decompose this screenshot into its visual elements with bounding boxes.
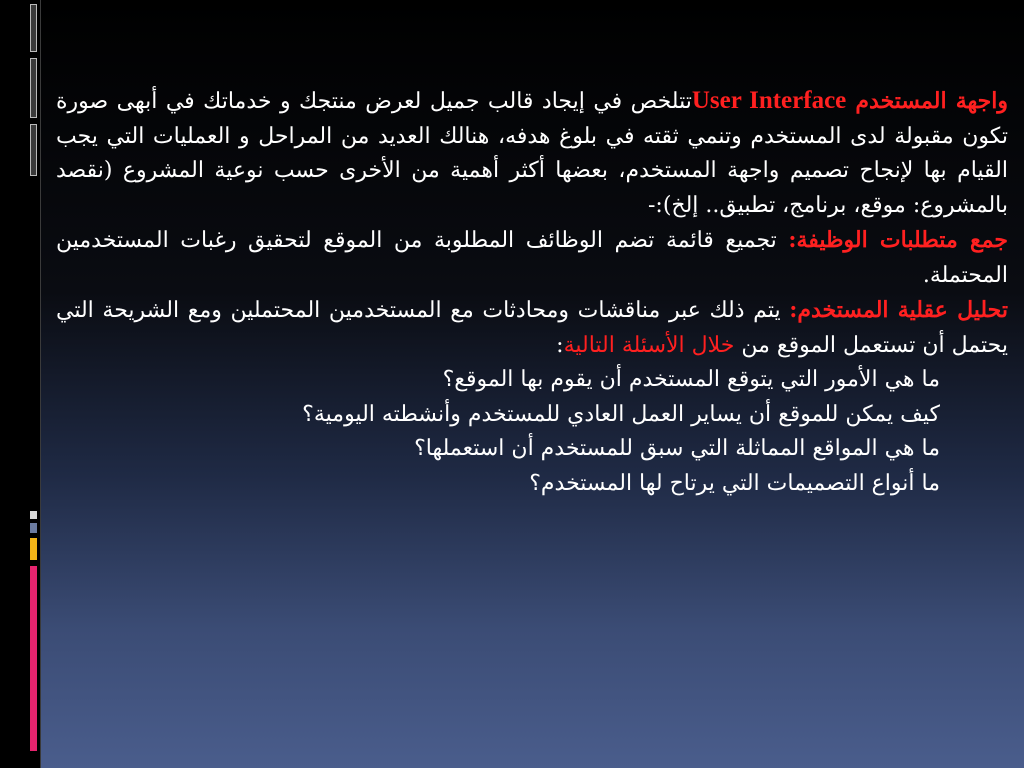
step1-text: تجميع قائمة تضم الوظائف المطلوبة من الموقع لتحقيق رغبات المستخدمين المحتملة.: [56, 228, 1008, 288]
question-item: كيف يمكن للموقع أن يساير العمل العادي للمستخدم وأنشطته اليومية؟: [302, 401, 940, 427]
slide-content: [56, 84, 1008, 501]
step2-paragraph: [56, 293, 1008, 363]
question-item: ما هي الأمور التي يتوقع المستخدم أن يقوم بها الموقع؟: [442, 367, 940, 392]
step2-highlight: خلال الأسئلة التالية: [563, 332, 735, 358]
decor-stripe-top-2: [30, 58, 37, 118]
step2-text: يتم ذلك عبر مناقشات ومحادثات مع المستخدمين المحتملين ومع الشريحة التي يحتمل أن تستعمل الموقع من: [56, 298, 1008, 358]
step2-heading: تحليل عقلية المستخدم:: [789, 297, 1008, 323]
step2-end: :: [556, 332, 564, 358]
question-item: ما أنواع التصميمات التي يرتاح لها المستخدم؟: [529, 470, 940, 496]
intro-text: تتلخص في إيجاد قالب جميل لعرض منتجك و خدماتك في أبهى صورة تكون مقبولة لدى المستخدم وتنمي ثقته في بلوغ هدفه، هنالك العديد من المراحل و العمليات التي يجب القيام بها لإنجاح تصميم واجهة المستخدم، بعضها أكثر أهمية من الأخرى حسب نوعية المشروع (نقصد بالمشروع: موقع، برنامج، تطبيق.. إلخ):-: [56, 89, 1009, 218]
decor-stripe-top-1: [30, 4, 37, 52]
decor-stripe-yellow: [30, 538, 37, 560]
intro-paragraph: [56, 84, 1008, 223]
decor-stripe-top-3: [30, 124, 37, 176]
decor-stripe-pink: [30, 566, 37, 751]
intro-heading-en: User Interface: [691, 87, 847, 114]
question-item: ما هي المواقع المماثلة التي سبق للمستخدم أن استعملها؟: [414, 436, 940, 461]
step1-heading: جمع متطلبات الوظيفة:: [788, 227, 1008, 253]
decor-stripe-light: [30, 511, 37, 519]
intro-heading: واجهة المستخدم: [846, 88, 1008, 114]
decor-stripe-blue: [30, 523, 37, 533]
step1-paragraph: [56, 223, 1008, 293]
